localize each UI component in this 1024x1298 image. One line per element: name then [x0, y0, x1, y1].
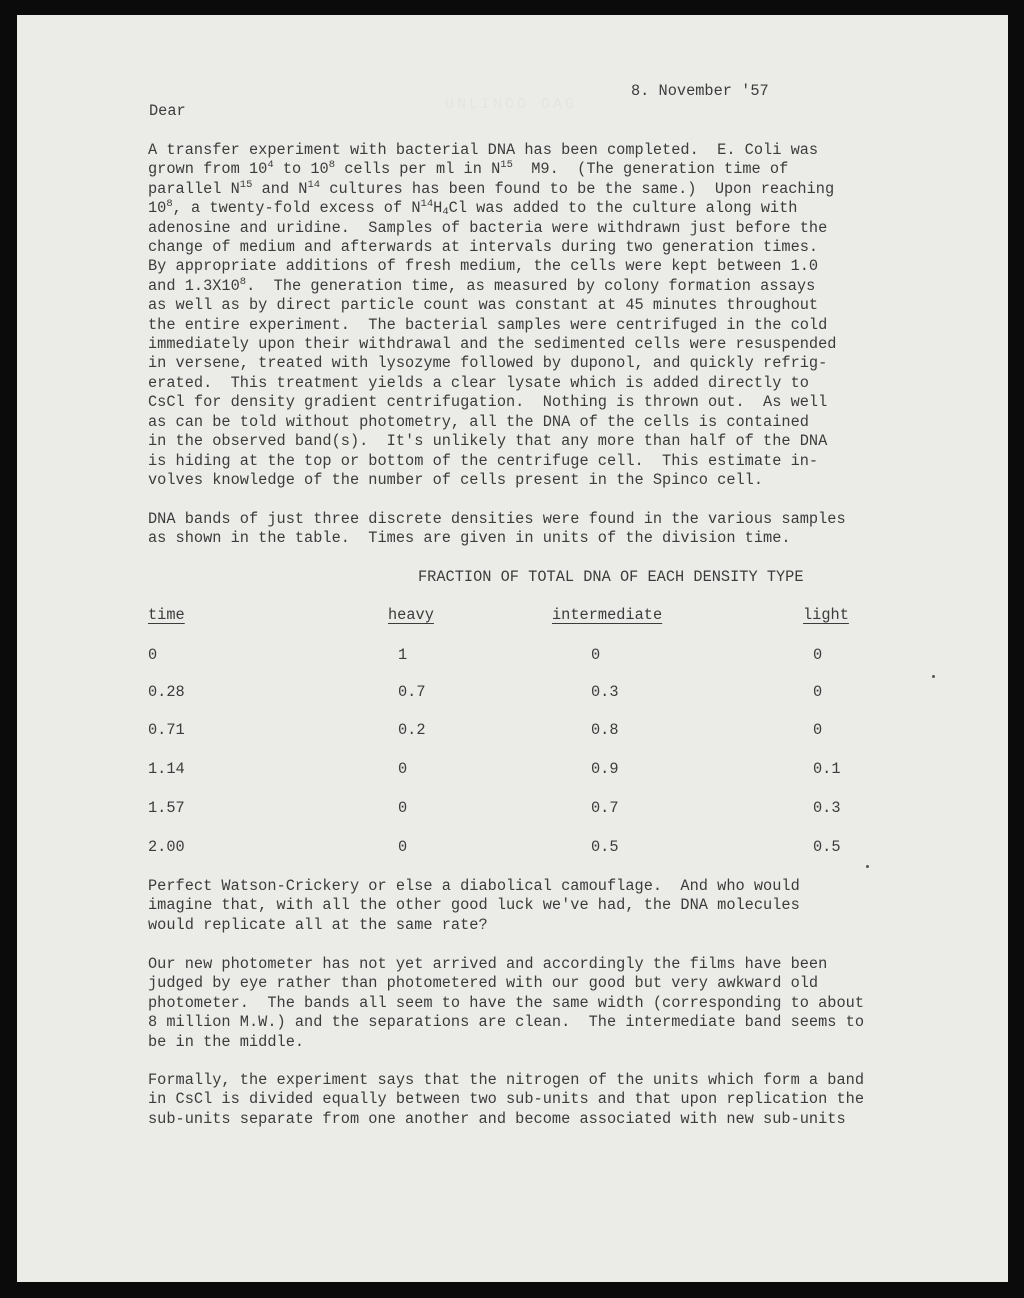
- table-cell: 0.9: [591, 760, 619, 778]
- table-cell: 1.57: [148, 799, 185, 817]
- table-cell: 0.7: [398, 683, 426, 701]
- paper-speck: [932, 675, 935, 678]
- table-header-time: time: [148, 606, 185, 624]
- table-cell: 0: [591, 646, 601, 664]
- table-cell: 0.5: [591, 838, 619, 856]
- table-cell: 0.71: [148, 721, 185, 739]
- table-cell: 0: [398, 799, 408, 817]
- paragraph-photometer: Our new photometer has not yet arrived and accordingly the films have been judged by eye rather than photometered with our good but very awkward old photometer. The bands all seem to have the same width (corresponding to about 8 million M.W.) and the separations are clean. The intermediate band seems to be in the middle.: [148, 955, 865, 1051]
- table-cell: 1.14: [148, 760, 185, 778]
- table-cell: 0: [813, 683, 823, 701]
- table-cell: 0.2: [398, 721, 426, 739]
- letter-greeting: Dear: [149, 102, 186, 120]
- table-cell: 0: [148, 646, 158, 664]
- table-cell: 0: [398, 760, 408, 778]
- table-header-light: light: [803, 606, 849, 624]
- table-header-heavy: heavy: [388, 606, 434, 624]
- table-cell: 0: [813, 721, 823, 739]
- table-cell: 2.00: [148, 838, 185, 856]
- letter-date: 8. November '57: [631, 82, 769, 100]
- table-cell: 0.5: [813, 838, 841, 856]
- paragraph-bands: DNA bands of just three discrete densities were found in the various samples as shown in the table. Times are given in units of the division time.: [148, 510, 846, 548]
- paper-speck: [866, 865, 869, 868]
- table-cell: 0: [813, 646, 823, 664]
- table-header-intermediate: intermediate: [552, 606, 663, 624]
- table-cell: 1: [398, 646, 408, 664]
- paragraph-experiment: A transfer experiment with bacterial DNA has been completed. E. Coli was grown from $10^4$ to $10^8$ cells per ml in $N^{15}$ M9. (The generation time of parallel $N^{15}$ and $N^{14}$ cultures has been found to be the same.) Upon reaching $10^8$, a twenty-fold excess of $N^{14}H_4Cl$ was added to the culture along with adenosine and uridine. Samples of bacteria were withdrawn just before the change of medium and afterwards at intervals during two generation times. By appropriate additions of fresh medium, the cells were kept between 1.0 and $1.3X10^8$. The generation time, as measured by colony formation assays as well as by direct particle count was constant at 45 minutes throughout the entire experiment. The bacterial samples were centrifuged in the cold immediately upon their withdrawal and the sedimented cells were resuspended in versene, treated with lysozyme followed by duponol, and quickly refrig- erated. This treatment yields a clear lysate which is added directly to CsCl for density gradient centrifugation. Nothing is thrown out. As well as can be told without photometry, all the DNA of the cells is contained in the observed band(s). It's unlikely that any more than half of the DNA is hiding at the top or bottom of the centrifuge cell. This estimate in- volves knowledge of the number of cells present in the Spinco cell.: [148, 141, 837, 489]
- paragraph-watson-crick: Perfect Watson-Crickery or else a diabolical camouflage. And who would imagine that, with all the other good luck we've had, the DNA molecules would replicate all at the same rate?: [148, 877, 800, 934]
- table-cell: 0.3: [813, 799, 841, 817]
- show-through-text: UNLINOO DAG: [445, 96, 578, 113]
- paragraph-formally: Formally, the experiment says that the nitrogen of the units which form a band in CsCl is divided equally between two sub-units and that upon replication the sub-units separate from one another and become associated with new sub-units: [148, 1071, 865, 1128]
- table-cell: 0.28: [148, 683, 185, 701]
- table-cell: 0.3: [591, 683, 619, 701]
- table-title: FRACTION OF TOTAL DNA OF EACH DENSITY TYPE: [418, 568, 804, 586]
- table-cell: 0.8: [591, 721, 619, 739]
- table-cell: 0.1: [813, 760, 841, 778]
- table-cell: 0: [398, 838, 408, 856]
- table-cell: 0.7: [591, 799, 619, 817]
